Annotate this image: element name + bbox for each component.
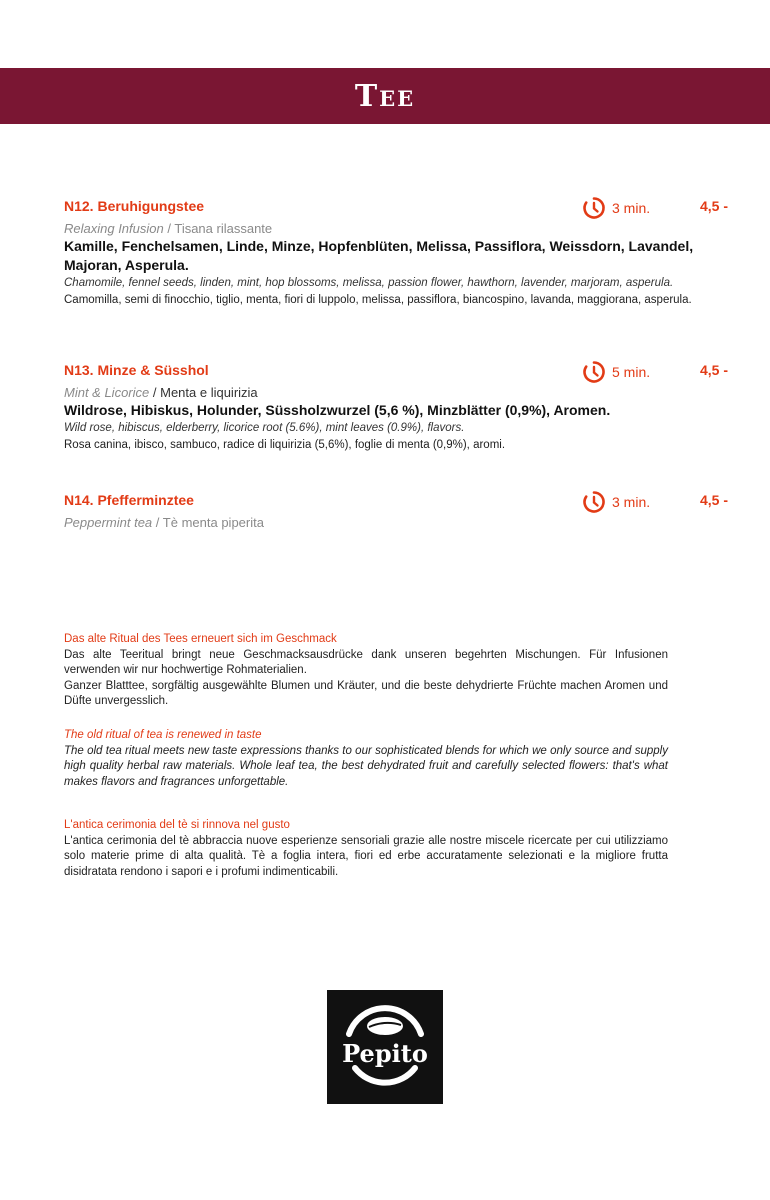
timer-icon <box>582 490 606 514</box>
subtitle-it: Tè menta piperita <box>162 515 264 530</box>
subtitle-separator: / <box>167 221 175 236</box>
item-price: 4,5 - <box>700 492 729 508</box>
brew-time-label: 3 min. <box>612 200 651 216</box>
about-de-text-2: Ganzer Blatttee, sorgfältig ausgewählte Blumen und Kräuter, und die beste dehydrierte Früchte machen Aromen und Düfte unvergesslich. <box>64 679 668 707</box>
about-it <box>64 818 668 880</box>
menu-item <box>64 198 744 309</box>
item-name: N13. Minze & Süsshol <box>64 362 209 378</box>
item-name: N12. Beruhigungstee <box>64 198 205 214</box>
about-it-text: L'antica cerimonia del tè abbraccia nuove esperienze sensoriali grazie alle nostre miscele ricercate per cui utilizziamo solo materie prime di alta qualità. Tè a foglia intera, fiori ed erbe accuratamente selezionati e la migliore frutta disidratata rendono i sapori e i profumi indimenticabili. <box>64 834 668 878</box>
brew-time <box>582 360 650 384</box>
about-en <box>64 728 668 790</box>
about-it-title: L'antica cerimonia del tè si rinnova nel gusto <box>64 819 290 831</box>
subtitle-separator: / <box>152 385 161 400</box>
about-en-title: The old ritual of tea is renewed in taste <box>64 729 262 741</box>
pepito-logo <box>327 990 443 1104</box>
item-subtitle <box>64 220 744 237</box>
subtitle-it: Menta e liquirizia <box>160 385 258 400</box>
brew-time <box>582 490 650 514</box>
header-banner <box>0 68 770 124</box>
timer-icon <box>582 196 606 220</box>
about-de-text-1: Das alte Teeritual bringt neue Geschmacksausdrücke dank unseren begehrten Mischungen. Für Infusionen verwenden wir nur hochwertige Rohmaterialien. <box>64 648 668 676</box>
ingredients-en: Chamomile, fennel seeds, linden, mint, hop blossoms, melissa, passion flower, hawthorn, lavender, marjoram, asperula. <box>64 277 674 289</box>
ingredients-it: Rosa canina, ibisco, sambuco, radice di liquirizia (5,6%), foglie di menta (0,9%), aromi. <box>64 439 506 451</box>
about-de <box>64 632 668 710</box>
ingredients-de: Kamille, Fenchelsamen, Linde, Minze, Hopfenblüten, Melissa, Passiflora, Weissdorn, Lavandel, Majoran, Asperula. <box>64 238 694 273</box>
brew-time-label: 5 min. <box>612 364 651 380</box>
brew-time <box>582 196 650 220</box>
item-price: 4,5 - <box>700 362 729 378</box>
about-de-title: Das alte Ritual des Tees erneuert sich im Geschmack <box>64 633 337 645</box>
subtitle-en: Relaxing Infusion <box>64 221 164 236</box>
ingredients-en: Wild rose, hibiscus, elderberry, licorice root (5.6%), mint leaves (0.9%), flavors. <box>64 422 465 434</box>
ingredients-it: Camomilla, semi di finocchio, tiglio, menta, fiori di luppolo, melissa, passiflora, biancospino, lavanda, maggiorana, asperula. <box>64 294 692 306</box>
ingredients-de: Wildrose, Hibiskus, Holunder, Süssholzwurzel (5,6 %), Minzblätter (0,9%), Aromen. <box>64 402 611 418</box>
timer-icon <box>582 360 606 384</box>
subtitle-en: Peppermint tea <box>64 515 153 530</box>
page-title: Tee <box>354 78 416 114</box>
menu-item <box>64 362 744 454</box>
menu-item <box>64 492 744 531</box>
logo-wordmark: Pepito <box>342 1039 428 1068</box>
item-price: 4,5 - <box>700 198 729 214</box>
about-en-text: The old tea ritual meets new taste expressions thanks to our sophisticated blends for which we only source and supply high quality herbal raw materials. Whole leaf tea, the best dehydrated fruit and carefully selected flowers: that's what makes flavors and fragrances unforgettable. <box>64 744 668 788</box>
item-subtitle <box>64 384 744 401</box>
item-subtitle <box>64 514 744 531</box>
subtitle-it: Tisana rilassante <box>174 221 273 236</box>
item-name: N14. Pfefferminztee <box>64 492 194 508</box>
brew-time-label: 3 min. <box>612 494 651 510</box>
subtitle-separator: / <box>155 515 163 530</box>
subtitle-en: Mint & Licorice <box>64 385 150 400</box>
